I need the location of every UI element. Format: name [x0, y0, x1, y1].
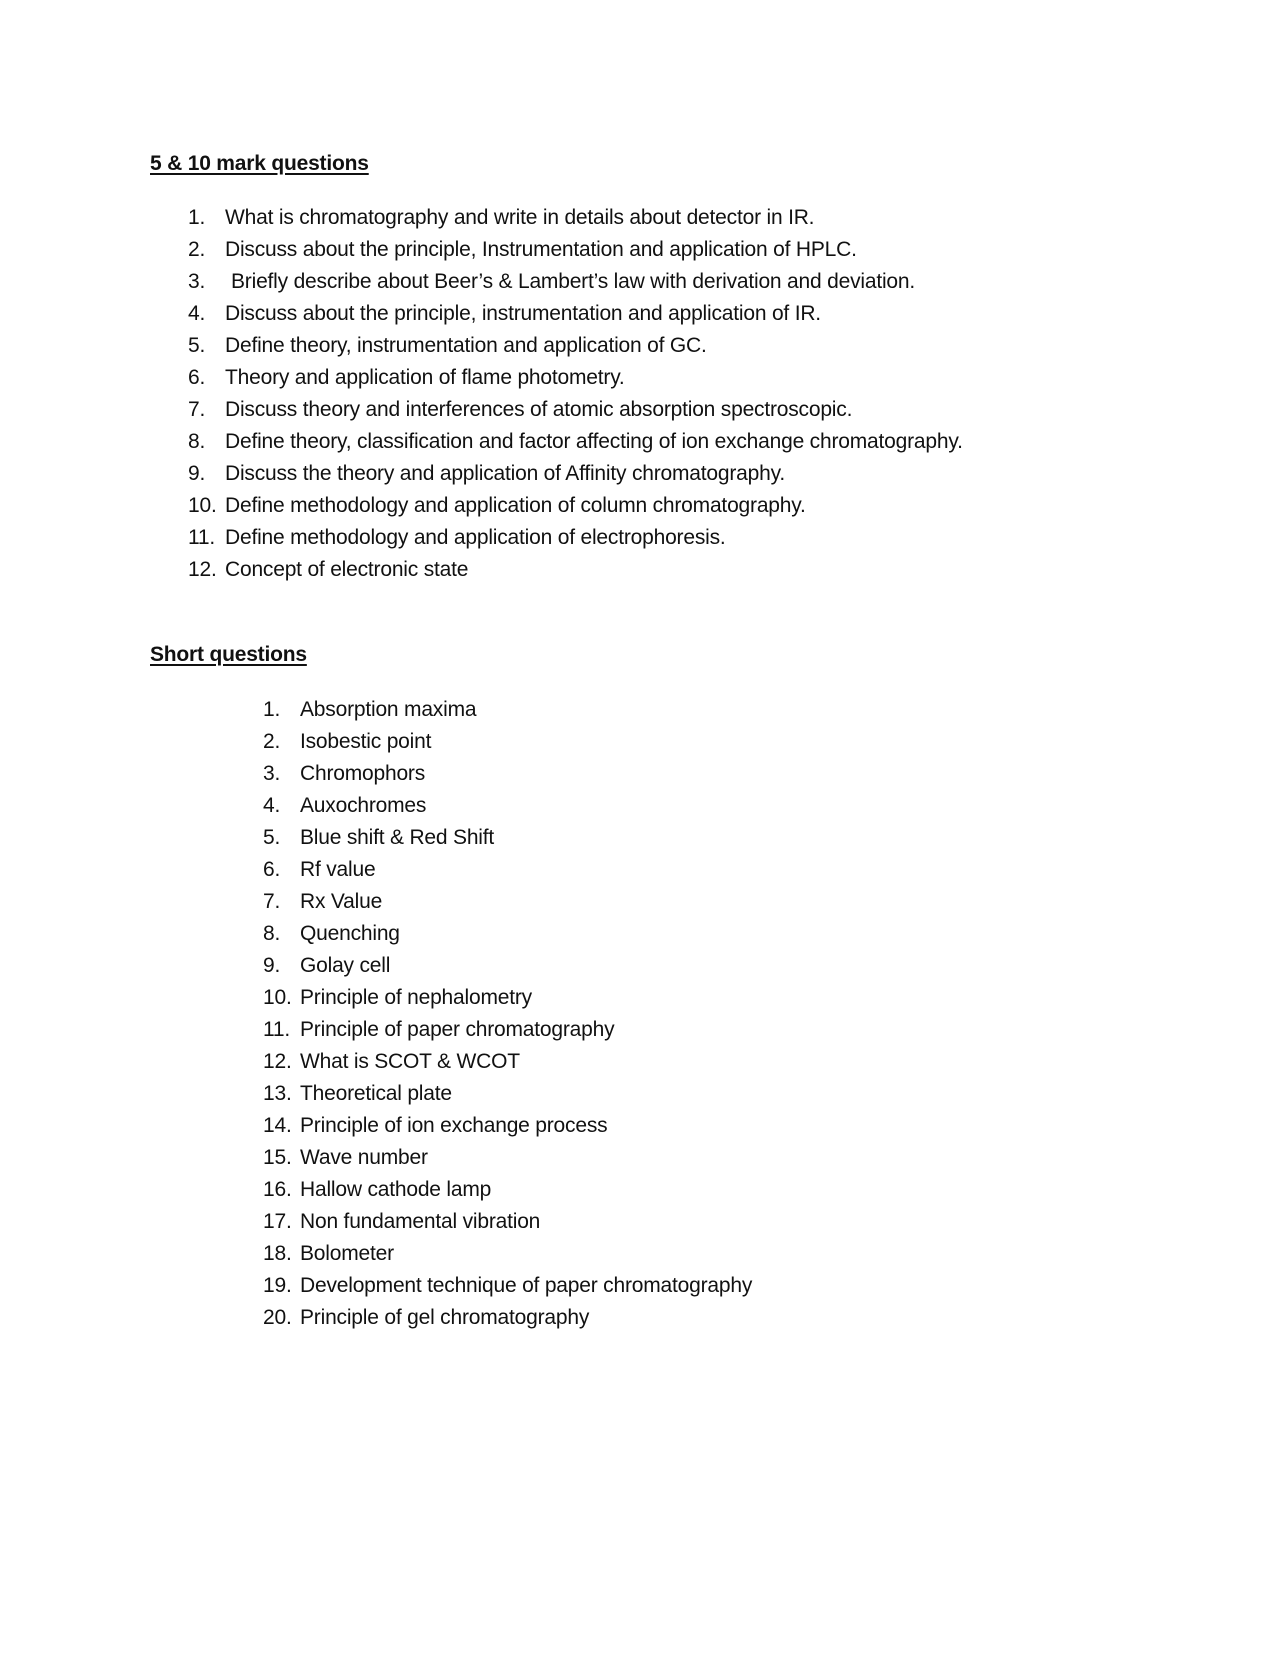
item-number: 8.: [188, 430, 206, 453]
list-item: [188, 554, 1188, 586]
item-text: Golay cell: [300, 954, 391, 977]
item-text: Absorption maxima: [300, 698, 477, 721]
list-item: [188, 458, 1188, 490]
item-text: Briefly describe about Beer’s & Lambert’s law with derivation and deviation.: [231, 270, 916, 293]
item-text: Discuss about the principle, Instrumentation and application of HPLC.: [225, 238, 857, 261]
list-item: [188, 490, 1188, 522]
long-questions-list: [188, 202, 1188, 586]
item-number: 9.: [188, 462, 206, 485]
item-text: Theoretical plate: [300, 1082, 452, 1105]
item-text: Rf value: [300, 858, 376, 881]
item-number: 7.: [263, 890, 281, 913]
item-text: Blue shift & Red Shift: [300, 826, 495, 849]
item-number: 3.: [263, 762, 281, 785]
item-text: Define theory, classification and factor affecting of ion exchange chromatography.: [225, 430, 963, 453]
item-text: Principle of nephalometry: [300, 986, 532, 1009]
item-number: 2.: [263, 730, 281, 753]
item-number: 3.: [188, 270, 206, 293]
item-text: Discuss the theory and application of Affinity chromatography.: [225, 462, 785, 485]
item-text: What is SCOT & WCOT: [300, 1050, 520, 1073]
item-text: Define theory, instrumentation and application of GC.: [225, 334, 707, 357]
item-text: Quenching: [300, 922, 400, 945]
item-text: Rx Value: [300, 890, 383, 913]
item-number: 17.: [263, 1210, 292, 1233]
list-item: [263, 726, 963, 758]
list-item: [263, 790, 963, 822]
list-item: [263, 1206, 963, 1238]
list-item: [263, 1270, 963, 1302]
item-number: 16.: [263, 1178, 292, 1201]
list-item: [188, 202, 1188, 234]
item-text: Bolometer: [300, 1242, 394, 1265]
item-number: 13.: [263, 1082, 292, 1105]
item-text: Wave number: [300, 1146, 428, 1169]
list-item: [188, 330, 1188, 362]
list-item: [263, 758, 963, 790]
list-item: [188, 234, 1188, 266]
item-number: 10.: [263, 986, 292, 1009]
item-number: 6.: [188, 366, 206, 389]
item-number: 2.: [188, 238, 206, 261]
section-heading-long-questions: 5 & 10 mark questions: [150, 152, 369, 175]
item-number: 5.: [263, 826, 281, 849]
item-number: 20.: [263, 1306, 292, 1329]
item-number: 15.: [263, 1146, 292, 1169]
list-item: [188, 426, 1188, 458]
list-item: [263, 1014, 963, 1046]
item-number: 18.: [263, 1242, 292, 1265]
item-text: Define methodology and application of electrophoresis.: [225, 526, 726, 549]
item-number: 1.: [263, 698, 281, 721]
list-item: [263, 822, 963, 854]
item-number: 9.: [263, 954, 281, 977]
item-text: Chromophors: [300, 762, 426, 785]
item-text: Principle of ion exchange process: [300, 1114, 608, 1137]
list-item: [188, 362, 1188, 394]
item-text: Principle of gel chromatography: [300, 1306, 590, 1329]
item-text: Principle of paper chromatography: [300, 1018, 615, 1041]
item-text: Theory and application of flame photometry.: [225, 366, 625, 389]
list-item: [263, 918, 963, 950]
short-questions-list: [263, 694, 963, 1334]
item-number: 1.: [188, 206, 206, 229]
item-number: 4.: [263, 794, 281, 817]
item-number: 6.: [263, 858, 281, 881]
list-item: [263, 1142, 963, 1174]
item-text: Discuss theory and interferences of atomic absorption spectroscopic.: [225, 398, 853, 421]
item-number: 14.: [263, 1114, 292, 1137]
list-item: [188, 298, 1188, 330]
list-item: [263, 1046, 963, 1078]
item-text: Isobestic point: [300, 730, 432, 753]
item-number: 11.: [263, 1018, 291, 1041]
item-number: 8.: [263, 922, 281, 945]
item-number: 12.: [188, 558, 217, 581]
list-item: [263, 1110, 963, 1142]
list-item: [188, 522, 1188, 554]
section-heading-short-questions: Short questions: [150, 643, 307, 666]
item-number: 11.: [188, 526, 216, 549]
item-text: Concept of electronic state: [225, 558, 469, 581]
list-item: [263, 694, 963, 726]
item-text: Discuss about the principle, instrumentation and application of IR.: [225, 302, 821, 325]
list-item: [263, 950, 963, 982]
item-text: Non fundamental vibration: [300, 1210, 541, 1233]
list-item: [188, 394, 1188, 426]
list-item: [263, 1302, 963, 1334]
list-item: [263, 1238, 963, 1270]
item-text: What is chromatography and write in details about detector in IR.: [225, 206, 815, 229]
item-text: Hallow cathode lamp: [300, 1178, 492, 1201]
item-number: 7.: [188, 398, 206, 421]
list-item: [188, 266, 1188, 298]
list-item: [263, 854, 963, 886]
item-number: 5.: [188, 334, 206, 357]
item-number: 10.: [188, 494, 217, 517]
item-number: 4.: [188, 302, 206, 325]
item-number: 12.: [263, 1050, 292, 1073]
list-item: [263, 886, 963, 918]
item-text: Development technique of paper chromatography: [300, 1274, 753, 1297]
list-item: [263, 982, 963, 1014]
list-item: [263, 1174, 963, 1206]
item-number: 19.: [263, 1274, 292, 1297]
item-text: Auxochromes: [300, 794, 427, 817]
item-text: Define methodology and application of column chromatography.: [225, 494, 806, 517]
list-item: [263, 1078, 963, 1110]
